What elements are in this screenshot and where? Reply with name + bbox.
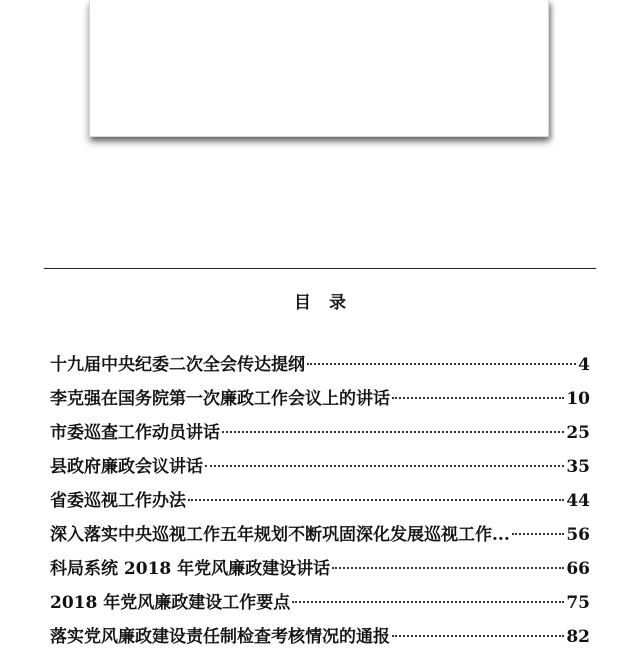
toc-entry-page: 44 [566,491,590,511]
toc-leader-dots [188,499,564,501]
toc-entry-page: 10 [566,389,590,409]
toc-list [50,348,590,654]
toc-entry-page: 4 [578,355,590,375]
toc-entry[interactable] [50,620,590,654]
toc-entry-page: 66 [566,559,590,579]
toc-leader-dots [307,363,576,365]
toc-entry-title: 省委巡视工作办法 [50,491,186,511]
toc-entry[interactable] [50,552,590,586]
toc-entry[interactable] [50,518,590,552]
toc-entry-title: 十九届中央纪委二次全会传达提纲 [50,355,305,375]
toc-entry-title: 落实党风廉政建设责任制检查考核情况的通报 [50,627,390,647]
cover-page-card [89,0,549,137]
toc-entry-title: 2018 年党风廉政建设工作要点 [50,593,291,613]
toc-title: 目录 [294,293,364,313]
toc-entry-title: 县政府廉政会议讲话 [50,457,203,477]
toc-entry[interactable] [50,586,590,620]
toc-leader-dots [292,601,564,603]
toc-entry-title: 李克强在国务院第一次廉政工作会议上的讲话 [50,389,390,409]
toc-leader-dots [392,397,564,399]
toc-entry[interactable] [50,348,590,382]
toc-entry-page: 82 [566,627,590,647]
toc-entry-page: 35 [566,457,590,477]
toc-entry-title: 深入落实中央巡视工作五年规划不断巩固深化发展巡视工作... [50,525,510,545]
toc-entry[interactable] [50,382,590,416]
divider-line [44,268,596,269]
toc-leader-dots [205,465,564,467]
toc-leader-dots [392,635,564,637]
toc-entry[interactable] [50,484,590,518]
toc-entry-page: 25 [566,423,590,443]
toc-entry-title: 市委巡查工作动员讲话 [50,423,220,443]
toc-leader-dots [222,431,564,433]
toc-entry-page: 56 [566,525,590,545]
toc-entry-page: 75 [566,593,590,613]
toc-entry[interactable] [50,450,590,484]
toc-leader-dots [332,567,564,569]
toc-leader-dots [512,533,565,535]
toc-entry-title: 科局系统 2018 年党风廉政建设讲话 [50,559,331,579]
toc-entry[interactable] [50,416,590,450]
